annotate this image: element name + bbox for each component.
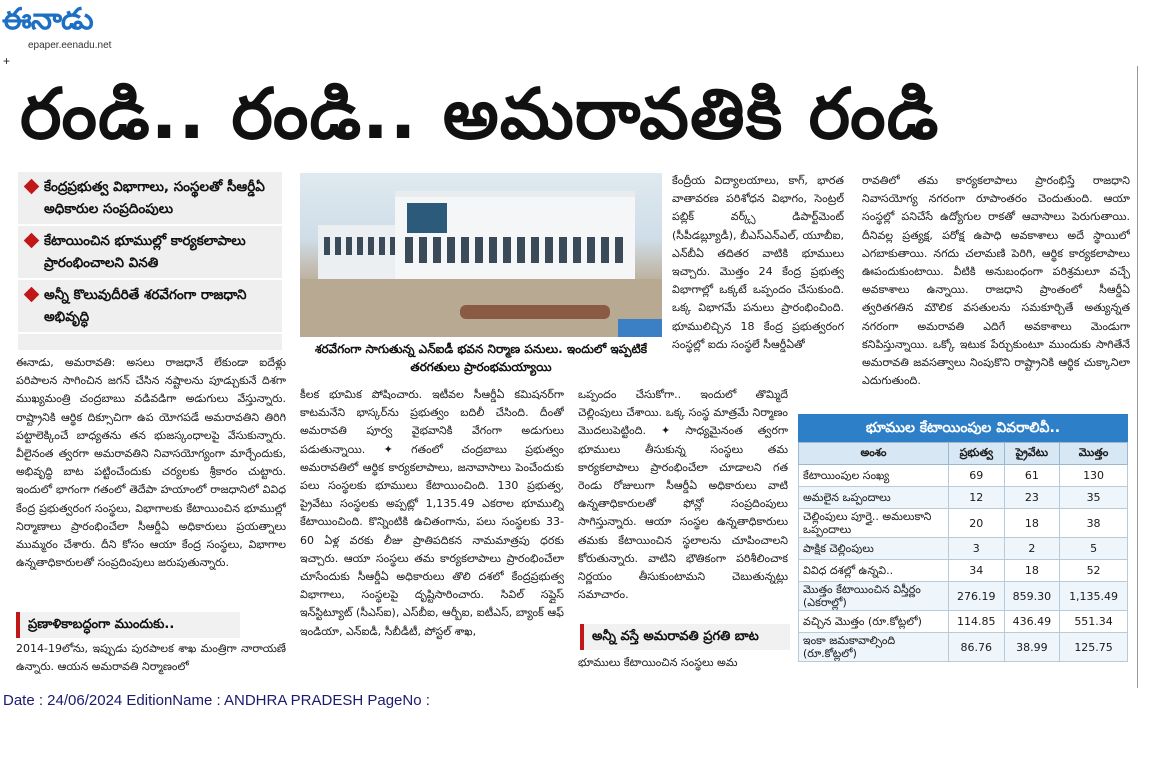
private-value: 61 [1004,465,1060,487]
row-label: చెల్లింపులు పూర్తై.. అమలుకాని ఒప్పందాలు [799,509,949,538]
govt-value: 276.19 [949,582,1005,611]
govt-value: 69 [949,465,1005,487]
row-label: కేటాయింపుల సంఖ్య [799,465,949,487]
row-label: వివిధ దశల్లో ఉన్నవి.. [799,560,949,582]
blue-pipe [618,319,662,337]
total-value: 5 [1060,538,1128,560]
eenadu-logo[interactable] [2,2,142,52]
article-column-5 [862,172,1130,406]
land-allocation-table [798,414,1128,686]
total-value: 125.75 [1060,633,1128,662]
row-label: మొత్తం కేటాయించిన విస్తీర్ణం (ఎకరాల్లో) [799,582,949,611]
private-value: 23 [1004,487,1060,509]
total-value: 1,135.49 [1060,582,1128,611]
private-value: 2 [1004,538,1060,560]
table-row [799,487,1128,509]
headline: రండి.. రండి.. అమరావతికి రండి [20,73,940,155]
subheading: ప్రణాళికాబద్ధంగా ముందుకు.. [16,612,240,638]
table-row [799,582,1128,611]
total-value: 551.34 [1060,611,1128,633]
flower-bed [460,305,610,319]
paragraph: ఈనాడు, అమరావతి: అసలు రాజధానే లేకుండా ఐదేళ్లు పరిపాలన సాగించిన జగన్ చేసిన నష్టాలను పూడ్చుకునే దిశగా ముఖ్యమంత్రి చంద్రబాబు వడివడిగా అడుగులు వేస్తున్నారు. రాష్ట్రానికి ఆర్థిక దిక్సూచిగా ఉప యోగపడే అమరావతిని తిరిగి పట్టాలెక్కించే బాధ్యతను తన భుజస్కంధాలపై వేసుకున్నారు. వీలైనంత త్వరగా అమరావతిని నివాసయోగ్యంగా మార్చేందుకు, అభివృద్ధి బాట పట్టించేందుకు చర్యలకు శ్రీకారం చుట్టారు. ఇందులో భాగంగా గతంలో తెదేపా హయాంలో రాజధానిలో వివిధ కేంద్ర ప్రభుత్వరంగ సంస్థలు, విభాగాలకు కేటాయించిన భూముల్లో నిర్మాణాలు ప్రారంభించేలా సీఆర్డీఏ అధికారులు ప్రయత్నాలు ముమ్మరం చేశారు. దీని కోసం ఆయా కేంద్ర సంస్థలు, విభాగాల ఉన్నతాధికారులతో సంప్రదింపులు జరుపుతున్నారు. [16,356,286,570]
column-header: ప్రైవేటు [1004,443,1060,465]
article-column-1-continued [16,640,286,684]
private-value: 38.99 [1004,633,1060,662]
govt-value: 3 [949,538,1005,560]
total-value: 52 [1060,560,1128,582]
nid-building-photo [300,173,662,337]
total-value: 35 [1060,487,1128,509]
article-column-4 [672,172,844,402]
bullet-item [18,172,282,226]
diamond-bullet-icon [24,233,40,249]
bullet-item [18,226,282,280]
logo-text: ఈనాడు [2,2,93,37]
diamond-bullet-icon [24,287,40,303]
table-row [799,560,1128,582]
govt-value: 20 [949,509,1005,538]
row-label: అమలైన ఒప్పందాలు [799,487,949,509]
table-title: భూముల కేటాయింపుల వివరాలివీ.. [798,414,1128,442]
govt-value: 34 [949,560,1005,582]
article-column-2 [300,386,564,682]
table-row [799,633,1128,662]
allocation-table [798,442,1128,662]
building-left-wing [318,225,402,279]
total-value: 38 [1060,509,1128,538]
bullet-text: అన్నీ కొలువుదీరితే శరవేగంగా రాజధాని అభివృద్ధి [44,287,247,325]
row-label: పాక్షిక చెల్లింపులు [799,538,949,560]
table-row [799,509,1128,538]
govt-value: 86.76 [949,633,1005,662]
table-header-row [799,443,1128,465]
photo-caption: శరవేగంగా సాగుతున్న ఎన్ఐడీ భవన నిర్మాణ పనులు. ఇందులో ఇప్పటికే తరగతులు ప్రారంభమయ్యాయి [314,342,648,374]
diamond-bullet-icon [24,179,40,195]
subheading: అన్నీ వస్తే అమరావతి ప్రగతి బాట [580,624,790,650]
bullet-item [18,280,282,334]
paragraph: రావతిలో తమ కార్యకలాపాలు ప్రారంభిస్తే రాజధాని నివాసయోగ్య నగరంగా రూపాంతరం చెందుతుంది. ఆయా సంస్థల్లో పనిచేసే ఉద్యోగుల రాకతో ఆవాసాలు పెరుగుతాయి. దీనివల్ల ప్రత్యక్ష, పరోక్ష ఉపాధి అవకాశాలు అదే స్థాయిలో ఎగబాకుతాయి. నగదు చలామణి పెరిగి, ఆర్థిక కార్యకలాపాలు ఊపందుకుంటాయి. వీటికి అనుబంధంగా పరిశ్రమలూ వచ్చే అవకాశాలు ఉన్నాయి. రాజధాని ప్రాంతంలో సీఆర్డీఏ త్వరితగతిన మౌలిక వసతులను సమకూర్చితే అత్యున్నత నగరంగా అమరావతి ఎదిగే అవకాశాలు మెండుగా కనిపిస్తున్నాయి. ఒక్కో ఇటుక పేర్చుకుంటూ ముందుకు సాగితేనే అమరావతి జవసత్వాలు నింపుకొని రాష్ట్రానికి ఆర్థిక చుక్కానిలా ఎదుగుతుంది. [862,174,1130,388]
bullet-text: కేంద్రప్రభుత్వ విభాగాలు, సంస్థలతో సీఆర్డీఏ అధికారుల సంప్రదింపులు [44,179,265,217]
private-value: 436.49 [1004,611,1060,633]
row-label: వచ్చిన మొత్తం (రూ.కోట్లలో) [799,611,949,633]
row-label: ఇంకా జమకావాల్సింది (రూ.కోట్లలో) [799,633,949,662]
column-header: మొత్తం [1060,443,1128,465]
article-column-1 [16,354,286,610]
private-value: 18 [1004,560,1060,582]
paragraph: కేంద్రీయ విద్యాలయాలు, కాగ్, భారత వాతావరణ పరిశోధన విభాగం, సెంట్రల్ పబ్లిక్ వర్క్స్ డిపార్ట్‌మెంట్ (సీపీడబ్ల్యూడీ), బీఎస్ఎన్ఎల్, యూబీఐ, ఎన్‌బీఏ తదితర వాటికి భూములు ఇచ్చారు. మొత్తం 24 కేంద్ర ప్రభుత్వ విభాగాల్లో ఒక్కటే ఒప్పందం చేసుకుంది. ఒక్క విభాగమే పనులు ప్రారంభించింది. భూములిచ్చిన 18 కేంద్ర ప్రభుత్వరంగ సంస్థల్లో ఐదు సంస్థలే సీఆర్డీఏతో [672,174,844,351]
paragraph: 2014-19లోను, ఇప్పుడు పురపాలక శాఖ మంత్రిగా నారాయణే ఉన్నారు. ఆయన అమరావతి నిర్మాణంలో [16,642,286,674]
table-row [799,465,1128,487]
column-header: ప్రభుత్వ [949,443,1005,465]
windows [405,237,625,263]
govt-value: 114.85 [949,611,1005,633]
building-main-block [395,191,635,279]
highlight-bullets [18,172,282,350]
paragraph: భూములు కేటాయించిన సంస్థలు అమ [578,656,738,669]
table-row [799,538,1128,560]
private-value: 18 [1004,509,1060,538]
logo-url: epaper.eenadu.net [28,40,112,51]
paragraph: ఒప్పందం చేసుకోగా.. ఇందులో తొమ్మిదే చెల్లింపులు చేశాయి. ఒక్క సంస్థ మాత్రమే నిర్మాణం మొదలుపెట్టింది. ✦ సాధ్యమైనంత త్వరగా భూములు తీసుకున్న సంస్థలు తమ కార్యకలాపాలు ప్రారంభించేలా చూడాలని గత రెండు రోజులుగా సీఆర్డీఏ అధికారులు వాటి ఉన్నతాధికారులతో ఫోన్లో సంప్రదింపులు సాగిస్తున్నారు. ఆయా సంస్థల ఉన్నతాధికారులు తమకు కేటాయించిన స్థలాలను చూపించాలని కోరుతున్నారు. వాటిని భౌతికంగా పరిశీలించాక నిర్ణయం తీసుకుంటామని చెబుతున్నట్లు సమాచారం. [578,388,788,602]
plus-icon[interactable]: + [3,54,11,68]
edition-info: Date : 24/06/2024 EditionName : ANDHRA PRADESH PageNo : [3,692,430,709]
windows [324,237,396,255]
article-column-3-continued [578,654,788,684]
govt-value: 12 [949,487,1005,509]
glass-facade [407,203,447,233]
private-value: 859.30 [1004,582,1060,611]
article-column-3 [578,386,788,622]
column-header: అంశం [799,443,949,465]
bullet-text: కేటాయించిన భూముల్లో కార్యకలాపాలు ప్రారంభించాలని వినతి [44,233,246,271]
total-value: 130 [1060,465,1128,487]
paragraph: కీలక భూమిక పోషించారు. ఇటీవల సీఆర్డీఏ కమిషనర్‌గా కాటమనేని భాస్కర్‌ను ప్రభుత్వం బదిలీ చేసింది. దీంతో అమరావతి పూర్వ వైభవానికి వేగంగా అడుగులు పడుతున్నాయి. ✦ గతంలో చంద్రబాబు ప్రభుత్వం అమరావతిలో ఆర్థిక కార్యకలాపాలు, జనావాసాలు పెంచేందుకు పలు సంస్థలకు భూములు కేటాయించింది. 130 ప్రభుత్వ, ప్రైవేటు సంస్థలకు అప్పట్లో 1,135.49 ఎకరాల భూముల్ని కేటాయించింది. కొన్నింటికి ఉచితంగాను, పలు సంస్థలకు 33-60 ఏళ్ల వరకు లీజు ప్రాతిపదికన నామమాత్రపు ధరకు ఇచ్చారు. ఆయా సంస్థలు తమ కార్యకలాపాలు ప్రారంభించేలా చూసేందుకు సీఆర్డీఏ అధికారులు తొలి దశలో కేంద్రప్రభుత్వ విభాగాలు, సంస్థలపై దృష్టిసారించారు. సివిల్ సప్లైస్ ఇన్‌స్టిట్యూట్ (సీఎస్ఐ), ఎస్‌బీఐ, ఆర్బీఐ, ఐటీఎస్, బ్యాంక్ ఆఫ్ ఇండియా, ఎన్ఐడీ, సీబీడీటీ, పోస్టల్ శాఖ, [300,388,564,638]
table-row [799,611,1128,633]
